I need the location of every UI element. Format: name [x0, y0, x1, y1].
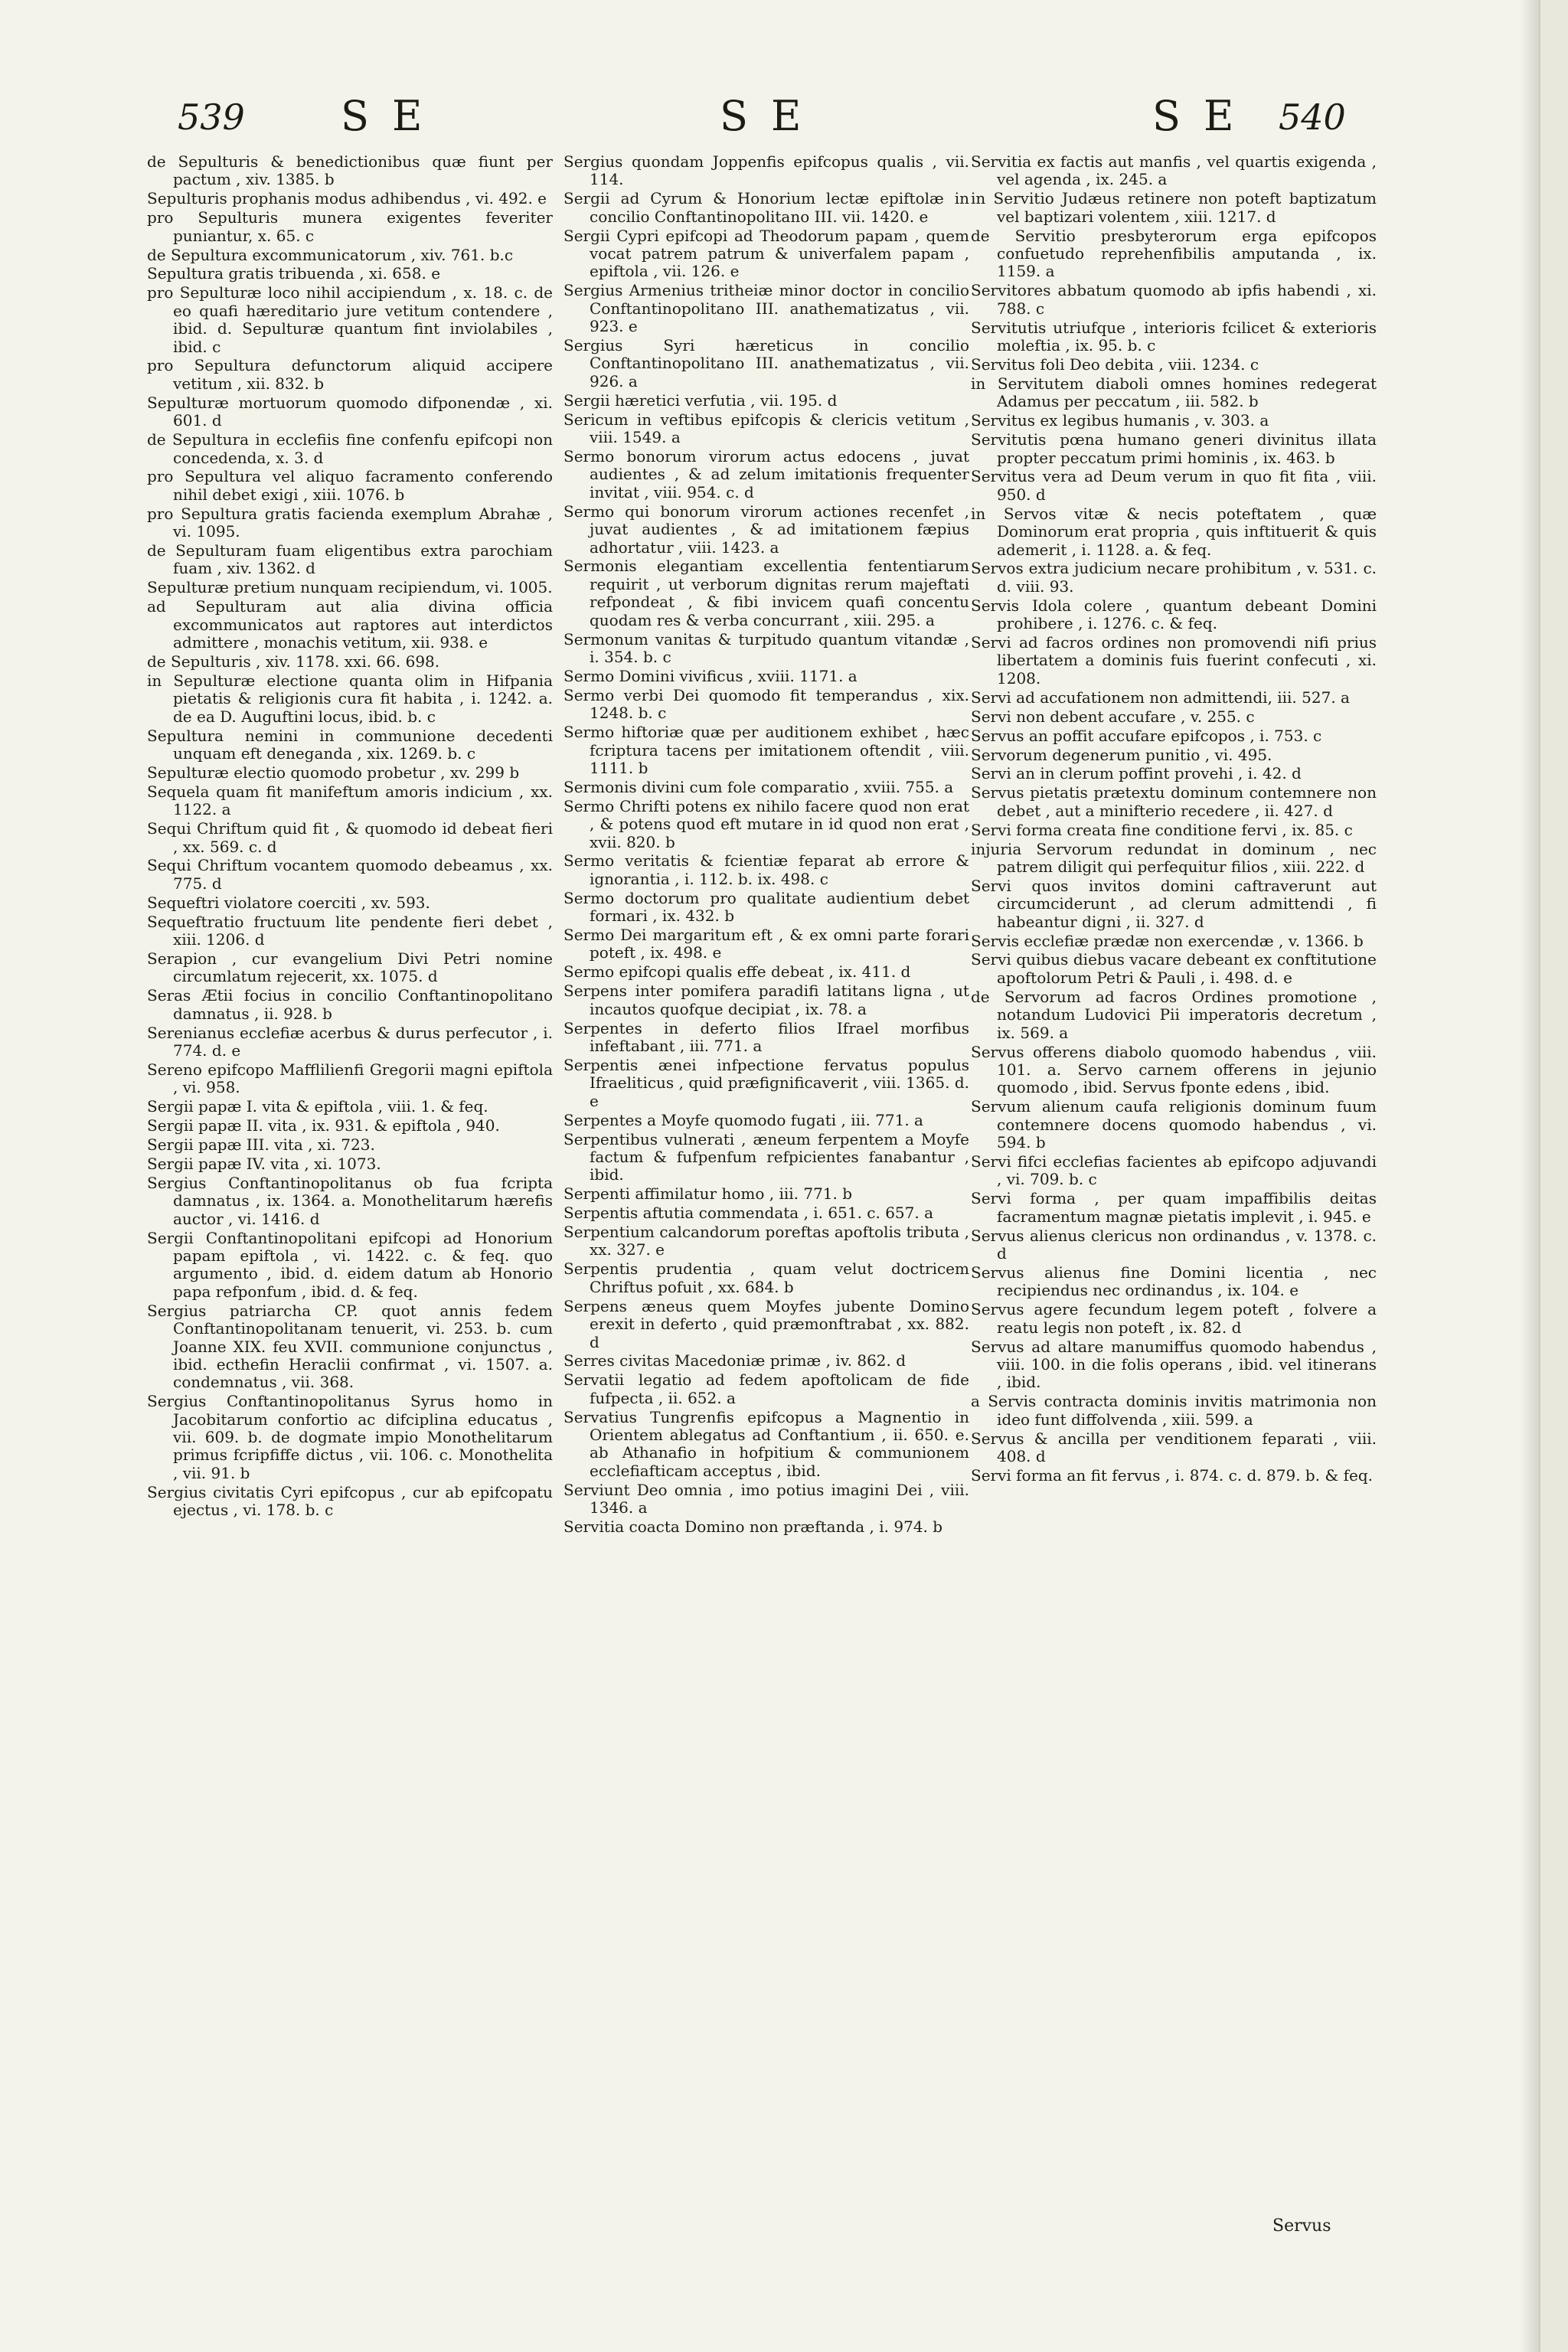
index-entry: Sergii Conftantinopolitani epifcopi ad Honorium papam epiftola , vi. 1422. c. & feq. quo argumento , ibid. d. eidem datum ab Honorio papa refponfum , ibid. d. & feq.	[147, 1228, 553, 1301]
index-entry: Sereno epifcopo Mafflilienfi Gregorii magni epiftola , vi. 958.	[147, 1060, 553, 1097]
index-entry: Serpentibus vulnerati , æneum ferpentem a Moyfe factum & fufpenfum refpicientes fanabantur , ibid.	[564, 1129, 969, 1184]
index-entry: Servitia coacta Domino non præftanda , i. 974. b	[564, 1517, 943, 1537]
index-entry: Sergius Conftantinopolitanus ob fua fcripta damnatus , ix. 1364. a. Monothelitarum hærefis auctor , vi. 1416. d	[147, 1173, 553, 1228]
index-entry: Sequi Chriftum vocantem quomodo debeamus , xx. 775. d	[147, 856, 553, 893]
index-entry: Servitus ex legibus humanis , v. 303. a	[971, 411, 1269, 430]
index-entry: Serpentes in deferto filios Ifrael morfibus infeftabant , iii. 771. a	[564, 1018, 969, 1055]
index-entry: Servis Idola colere , quantum debeant Domini prohibere , i. 1276. c. & feq.	[971, 596, 1377, 633]
index-entry: Sequela quam fit manifeftum amoris indicium , xx. 1122. a	[147, 782, 553, 819]
index-entry: Servi forma , per quam impaffibilis deitas facramentum magnæ pietatis implevit , i. 945. e	[971, 1189, 1377, 1226]
page-header	[0, 92, 1539, 153]
index-entry: Sepulturæ pretium nunquam recipiendum, vi. 1005.	[147, 578, 553, 597]
index-entry: Servitutis utriufque , interioris fcilicet & exterioris moleftia , ix. 95. b. c	[971, 318, 1377, 355]
index-entry: Sermo hiftoriæ quæ per auditionem exhibet , hæc fcriptura tacens per imitationem oftendit , viii. 1111. b	[564, 723, 969, 777]
index-entry: de Sepulturam fuam eligentibus extra parochiam fuam , xiv. 1362. d	[147, 541, 553, 578]
index-entry: Servitia ex factis aut manfis , vel quartis exigenda , vel agenda , ix. 245. a	[971, 152, 1377, 189]
index-entry: Sermonis elegantiam excellentia fententiarum requirit , ut verborum dignitas rerum majeftati refpondeat , & fibi invicem quafi concentu quodam res & verba concurrant , xiii. 295. a	[564, 557, 969, 629]
index-entry: Servi an in clerum poffint provehi , i. 42. d	[971, 764, 1302, 783]
index-entry: Serviunt Deo omnia , imo potius imagini Dei , viii. 1346. a	[564, 1480, 969, 1517]
running-head-center: SE	[720, 92, 825, 140]
index-entry: Sergius Conftantinopolitanus Syrus homo in Jacobitarum confortio ac difciplina educatus , vii. 609. b. de dogmate impio Monothelitarum primus fcripfiffe dictus , vii. 106. c. Monothelita , vii. 91. b	[147, 1392, 553, 1482]
index-entry: de Sepultura excommunicatorum , xiv. 761. b.c	[147, 245, 514, 264]
index-entry: Servi ad accufationem non admittendi, iii. 527. a	[971, 688, 1350, 707]
index-entry: Servi quos invitos domini caftraverunt aut circumciderunt , ad clerum admittendi , fi habeantur digni , ii. 327. d	[971, 876, 1377, 931]
index-entry: de Sepulturis & benedictionibus quæ fiunt per pactum , xiv. 1385. b	[147, 152, 553, 189]
index-entry: Sergius Syri hæreticus in concilio Conftantinopolitano III. anathematizatus , vii. 926. a	[564, 336, 969, 390]
index-entry: de Servitio presbyterorum erga epifcopos confuetudo reprehenfibilis amputanda , ix. 1159. a	[971, 226, 1377, 281]
index-entry: de Sepultura in ecclefiis fine confenfu epifcopi non concedenda, x. 3. d	[147, 430, 553, 467]
catchword: Servus	[1272, 2216, 1331, 2236]
index-entry: Sericum in veftibus epifcopis & clericis vetitum , viii. 1549. a	[564, 410, 969, 447]
index-entry: in Servitutem diaboli omnes homines redegerat Adamus per peccatum , iii. 582. b	[971, 374, 1377, 411]
index-entry: Servitutis pœna humano generi divinitus illata propter peccatum primi hominis , ix. 463. b	[971, 430, 1377, 467]
index-entry: Sequeftri violatore coerciti , xv. 593.	[147, 893, 430, 912]
index-entry: Sepultura gratis tribuenda , xi. 658. e	[147, 264, 441, 283]
index-entry: Sermo doctorum pro qualitate audientium debet formari , ix. 432. b	[564, 888, 969, 926]
index-entry: Servitus vera ad Deum verum in quo fit fita , viii. 950. d	[971, 467, 1377, 504]
index-entry: Sergius Armenius tritheiæ minor doctor in concilio Conftantinopolitano III. anathematizatus , vii. 923. e	[564, 281, 969, 336]
index-entry: Servi fifci ecclefias facientes ab epifcopo adjuvandi , vi. 709. b. c	[971, 1152, 1377, 1189]
running-head-right: SE	[1152, 92, 1257, 140]
index-entry: Servitores abbatum quomodo ab ipfis habendi , xi. 788. c	[971, 281, 1377, 318]
index-column-1	[147, 153, 553, 1521]
index-entry: Serpentis aftutia commendata , i. 651. c. 657. a	[564, 1204, 934, 1223]
index-entry: Sermo bonorum virorum actus edocens , juvat audientes , & ad zelum imitationis frequenter invitat , viii. 954. c. d	[564, 447, 969, 501]
adjacent-page-edge	[1539, 0, 1568, 2352]
index-entry: Serapion , cur evangelium Divi Petri nomine circumlatum rejecerit, xx. 1075. d	[147, 949, 553, 986]
index-entry: Servos extra judicium necare prohibitum , v. 531. c. d. viii. 93.	[971, 559, 1377, 596]
index-entry: Servi quibus diebus vacare debeant ex conftitutione apoftolorum Petri & Pauli , i. 498. d. e	[971, 950, 1377, 987]
index-entry: Sermo qui bonorum virorum actiones recenfet , juvat audientes , & ad imitationem fæpius adhortatur , viii. 1423. a	[564, 501, 969, 557]
index-entry: Servum alienum caufa religionis dominum fuum contemnere docens quomodo habendus , vi. 594. b	[971, 1097, 1377, 1152]
index-entry: Servus alienus fine Domini licentia , nec recipiendus nec ordinandus , ix. 104. e	[971, 1263, 1377, 1300]
index-entry: Serpens inter pomifera paradifi latitans ligna , ut incautos quofque decipiat , ix. 78. a	[564, 982, 969, 1018]
index-entry: Servatii legatio ad fedem apoftolicam de fide fufpecta , ii. 652. a	[564, 1370, 969, 1407]
index-entry: Servus an poffit accufare epifcopos , i. 753. c	[971, 726, 1322, 745]
index-entry: Sergii papæ II. vita , ix. 931. & epiftola , 940.	[147, 1116, 500, 1135]
index-entry: pro Sepultura gratis facienda exemplum Abrahæ , vi. 1095.	[147, 504, 553, 541]
index-entry: pro Sepultura defunctorum aliquid accipere vetitum , xii. 832. b	[147, 356, 553, 393]
index-entry: Sergii ad Cyrum & Honorium lectæ epiftolæ in concilio Conftantinopolitano III. vii. 1420. e	[564, 189, 969, 226]
binding-shadow	[1520, 0, 1539, 2352]
index-entry: Sergius quondam Joppenfis epifcopus qualis , vii. 114.	[564, 152, 969, 189]
index-entry: Sermo veritatis & fcientiæ feparat ab errore & ignorantia , i. 112. b. ix. 498. c	[564, 851, 969, 888]
index-entry: Servatius Tungrenfis epifcopus a Magnentio in Orientem ablegatus ad Conftantium , ii. 650. e. ab Athanafio in hofpitium & communionem ecclefiafticam acceptus , ibid.	[564, 1407, 969, 1480]
index-entry: Servorum degenerum punitio , vi. 495.	[971, 745, 1272, 764]
index-entry: Servi ad facros ordines non promovendi nifi prius libertatem a dominis fuis fuerint confecuti , xi. 1208.	[971, 633, 1377, 688]
index-entry: Sergius civitatis Cyri epifcopus , cur ab epifcopatu ejectus , vi. 178. b. c	[147, 1482, 553, 1520]
index-entry: Sermo epifcopi qualis effe debeat , ix. 411. d	[564, 962, 911, 982]
index-entry: Servus offerens diabolo quomodo habendus , viii. 101. a. Servo carnem offerens in jejunio quomodo , ibid. Servus fponte edens , ibid.	[971, 1042, 1377, 1097]
index-entry: injuria Servorum redundat in dominum , nec patrem diligit qui perfequitur filios , xiii. 222. d	[971, 839, 1377, 876]
index-entry: Servi forma creata fine conditione fervi , ix. 85. c	[971, 820, 1353, 839]
index-entry: Sermo Dei margaritum eft , & ex omni parte forari poteft , ix. 498. e	[564, 926, 969, 962]
index-entry: Sergii papæ III. vita , xi. 723.	[147, 1135, 375, 1155]
index-entry: Serenianus ecclefiæ acerbus & durus perfecutor , i. 774. d. e	[147, 1023, 553, 1060]
index-entry: Sepulturis prophanis modus adhibendus , vi. 492. e	[147, 189, 547, 208]
index-entry: Sepulturæ electio quomodo probetur , xv. 299 b	[147, 763, 520, 782]
index-entry: Sepulturæ mortuorum quomodo difponendæ , xi. 601. d	[147, 393, 553, 430]
index-entry: Servi forma an fit fervus , i. 874. c. d. 879. b. & feq.	[971, 1465, 1374, 1485]
index-entry: Sermo Chrifti potens ex nihilo facere quod non erat , & potens quod eft mutare in id quod non erat , xvii. 820. b	[564, 796, 969, 851]
index-entry: in Servitio Judæus retinere non poteft baptizatum vel baptizari volentem , xiii. 1217. d	[971, 189, 1377, 226]
index-entry: pro Sepulturis munera exigentes feveriter puniantur, x. 65. c	[147, 208, 553, 245]
index-entry: Serpenti affimilatur homo , iii. 771. b	[564, 1184, 853, 1204]
index-entry: Serpentis prudentia , quam velut doctricem Chriftus pofuit , xx. 684. b	[564, 1259, 969, 1296]
index-entry: Serpentis ænei infpectione fervatus populus Ifraeliticus , quid præfignificaverit , viii. 1365. d. e	[564, 1055, 969, 1110]
index-entry: Servis ecclefiæ prædæ non exercendæ , v. 1366. b	[971, 931, 1364, 950]
index-entry: Servus ad altare manumiffus quomodo habendus , viii. 100. in die folis operans , ibid. vel itinerans , ibid.	[971, 1337, 1377, 1392]
index-entry: Sermo Domini vivificus , xviii. 1171. a	[564, 666, 858, 685]
index-entry: pro Sepultura vel aliquo facramento conferendo nihil debet exigi , xiii. 1076. b	[147, 467, 553, 504]
index-entry: Servitus foli Deo debita , viii. 1234. c	[971, 354, 1259, 374]
index-entry: in Servos vitæ & necis poteftatem , quæ Dominorum erat propria , quis inftituerit & quis ademerit , i. 1128. a. & feq.	[971, 504, 1377, 559]
index-column-2	[564, 153, 969, 1537]
index-entry: de Servorum ad facros Ordines promotione , notandum Ludovici Pii imperatoris decretum , ix. 569. a	[971, 987, 1377, 1042]
index-entry: Sergii papæ I. vita & epiftola , viii. 1. & feq.	[147, 1097, 488, 1116]
index-entry: Servus agere fecundum legem poteft , folvere a reatu legis non poteft , ix. 82. d	[971, 1300, 1377, 1337]
index-entry: Sermonum vanitas & turpitudo quantum vitandæ , i. 354. b. c	[564, 629, 969, 666]
index-entry: in Sepulturæ electione quanta olim in Hifpania pietatis & religionis cura fit habita , i. 1242. a. de ea D. Auguftini locus, ibid. b. c	[147, 671, 553, 726]
index-entry: Sergii papæ IV. vita , xi. 1073.	[147, 1154, 381, 1173]
running-head-left: SE	[341, 92, 446, 140]
index-entry: Serpentes a Moyfe quomodo fugati , iii. 771. a	[564, 1110, 923, 1129]
index-entry: Servi non debent accufare , v. 255. c	[971, 707, 1255, 726]
index-entry: Sergii Cypri epifcopi ad Theodorum papam , quem vocat patrem patrum & univerfalem papam , epiftola , vii. 126. e	[564, 226, 969, 281]
index-entry: a Servis contracta dominis invitis matrimonia non ideo funt diffolvenda , xiii. 599. a	[971, 1392, 1377, 1429]
index-entry: Serpentium calcandorum poreftas apoftolis tributa , xx. 327. e	[564, 1223, 969, 1259]
index-entry: Seras Ætii focius in concilio Conftantinopolitano damnatus , ii. 928. b	[147, 986, 553, 1023]
index-entry: Serres civitas Macedoniæ primæ , iv. 862. d	[564, 1351, 906, 1370]
index-entry: ad Sepulturam aut alia divina officia excommunicatos aut raptores aut interdictos admittere , monachis vetitum, xii. 938. e	[147, 597, 553, 652]
index-entry: Servus pietatis prætextu dominum contemnere non debet , aut a minifterio recedere , ii. 427. d	[971, 783, 1377, 820]
index-entry: Sermo verbi Dei quomodo fit temperandus , xix. 1248. b. c	[564, 685, 969, 723]
index-entry: Serpens æneus quem Moyfes jubente Domino erexit in deferto , quid præmonftrabat , xx. 882. d	[564, 1296, 969, 1351]
index-entry: Sergii hæretici verfutia , vii. 195. d	[564, 390, 838, 410]
index-entry: pro Sepulturæ loco nihil accipiendum , x. 18. c. de eo quafi hæreditario jure vetitum contendere , ibid. d. Sepulturæ quantum fint inviolabiles , ibid. c	[147, 283, 553, 356]
index-entry: Servus & ancilla per venditionem feparati , viii. 408. d	[971, 1429, 1377, 1465]
index-entry: Sermonis divini cum fole comparatio , xviii. 755. a	[564, 777, 954, 796]
index-entry: Sepultura nemini in communione decedenti unquam eft deneganda , xix. 1269. b. c	[147, 726, 553, 763]
index-entry: de Sepulturis , xiv. 1178. xxi. 66. 698.	[147, 652, 440, 671]
index-entry: Sequeftratio fructuum lite pendente fieri debet , xiii. 1206. d	[147, 912, 553, 949]
index-column-3	[971, 153, 1377, 1486]
index-entry: Servus alienus clericus non ordinandus , v. 1378. c. d	[971, 1226, 1377, 1263]
page-number-left: 539	[178, 96, 245, 138]
index-entry: Sergius patriarcha CP. quot annis fedem Conftantinopolitanam tenuerit, vi. 253. b. cum Joanne XIX. feu XVII. communione conjunctus , ibid. ecthefin Heraclii confirmat , vi. 1507. a. condemnatus , vii. 368.	[147, 1301, 553, 1392]
page-number-right: 540	[1279, 96, 1346, 138]
index-entry: Sequi Chriftum quid fit , & quomodo id debeat fieri , xx. 569. c. d	[147, 819, 553, 856]
